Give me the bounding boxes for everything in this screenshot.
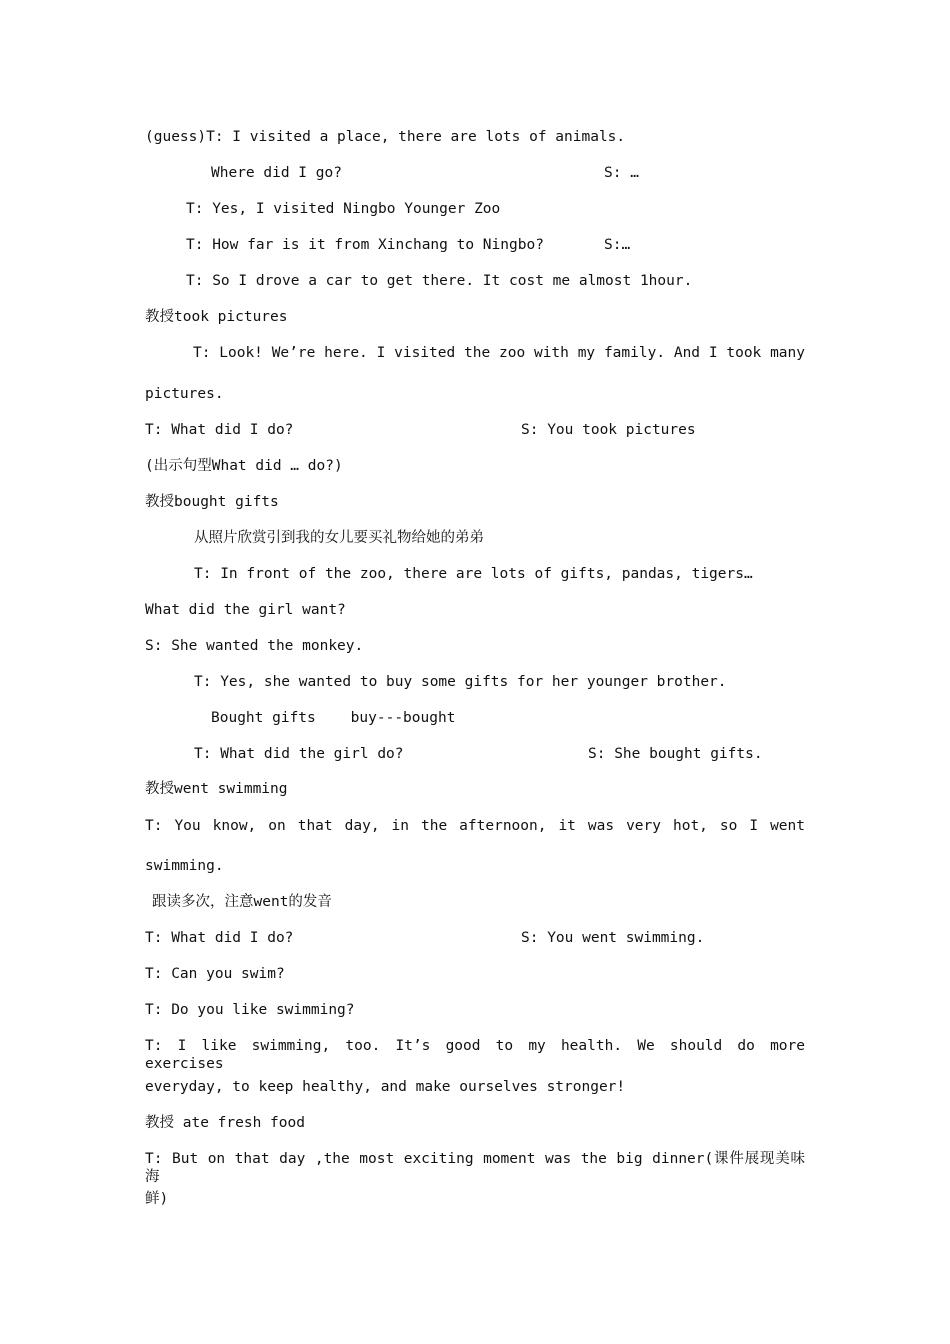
text-line: S: You took pictures — [521, 422, 696, 438]
section-heading: 教授took pictures — [145, 309, 288, 325]
text-line: T: Can you swim? — [145, 966, 285, 982]
section-heading: 教授 ate fresh food — [145, 1115, 305, 1131]
text-line: pictures. — [145, 386, 224, 402]
text-line: S: She wanted the monkey. — [145, 638, 364, 654]
text-line: 从照片欣赏引到我的女儿要买礼物给她的弟弟 — [194, 530, 484, 546]
text-line: T: Do you like swimming? — [145, 1002, 355, 1018]
text-line: (出示句型What did … do?) — [145, 458, 343, 474]
text-line: (guess)T: I visited a place, there are lots of animals. — [145, 129, 626, 145]
text-line: S: She bought gifts. — [588, 746, 763, 762]
text-line: What did the girl want? — [145, 602, 346, 618]
text-line: T: What did the girl do? — [194, 746, 404, 762]
text-line: swimming. — [145, 858, 224, 874]
text-line: T: What did I do? — [145, 930, 294, 946]
text-line: S: You went swimming. — [521, 930, 705, 946]
text-line: 跟读多次，注意went的发音 — [152, 894, 332, 910]
text-line: T: So I drove a car to get there. It cost me almost 1hour. — [186, 273, 693, 289]
text-line: T: But on that day ,the most exciting moment was the big dinner(课件展现美味海 — [145, 1151, 805, 1185]
section-heading: 教授went swimming — [145, 781, 288, 797]
text-line: T: You know, on that day, in the afternoon, it was very hot, so I went — [145, 818, 805, 834]
text-line: 鲜) — [145, 1191, 169, 1207]
text-line: S:… — [604, 237, 631, 253]
text-line: S: … — [604, 165, 639, 181]
text-line: T: How far is it from Xinchang to Ningbo? — [186, 237, 544, 253]
text-line: T: What did I do? — [145, 422, 294, 438]
section-heading: 教授bought gifts — [145, 494, 279, 510]
text-line: T: I like swimming, too. It’s good to my health. We should do more exercises — [145, 1038, 805, 1072]
text-line: T: In front of the zoo, there are lots of gifts, pandas, tigers… — [194, 566, 753, 582]
text-line: T: Yes, I visited Ningbo Younger Zoo — [186, 201, 501, 217]
text-line: T: Yes, she wanted to buy some gifts for her younger brother. — [194, 674, 727, 690]
text-line: everyday, to keep healthy, and make ourselves stronger! — [145, 1079, 626, 1095]
text-line: Bought gifts buy---bought — [211, 710, 456, 726]
text-line: Where did I go? — [211, 165, 342, 181]
text-line: T: Look! We’re here. I visited the zoo with my family. And I took many — [193, 345, 805, 361]
